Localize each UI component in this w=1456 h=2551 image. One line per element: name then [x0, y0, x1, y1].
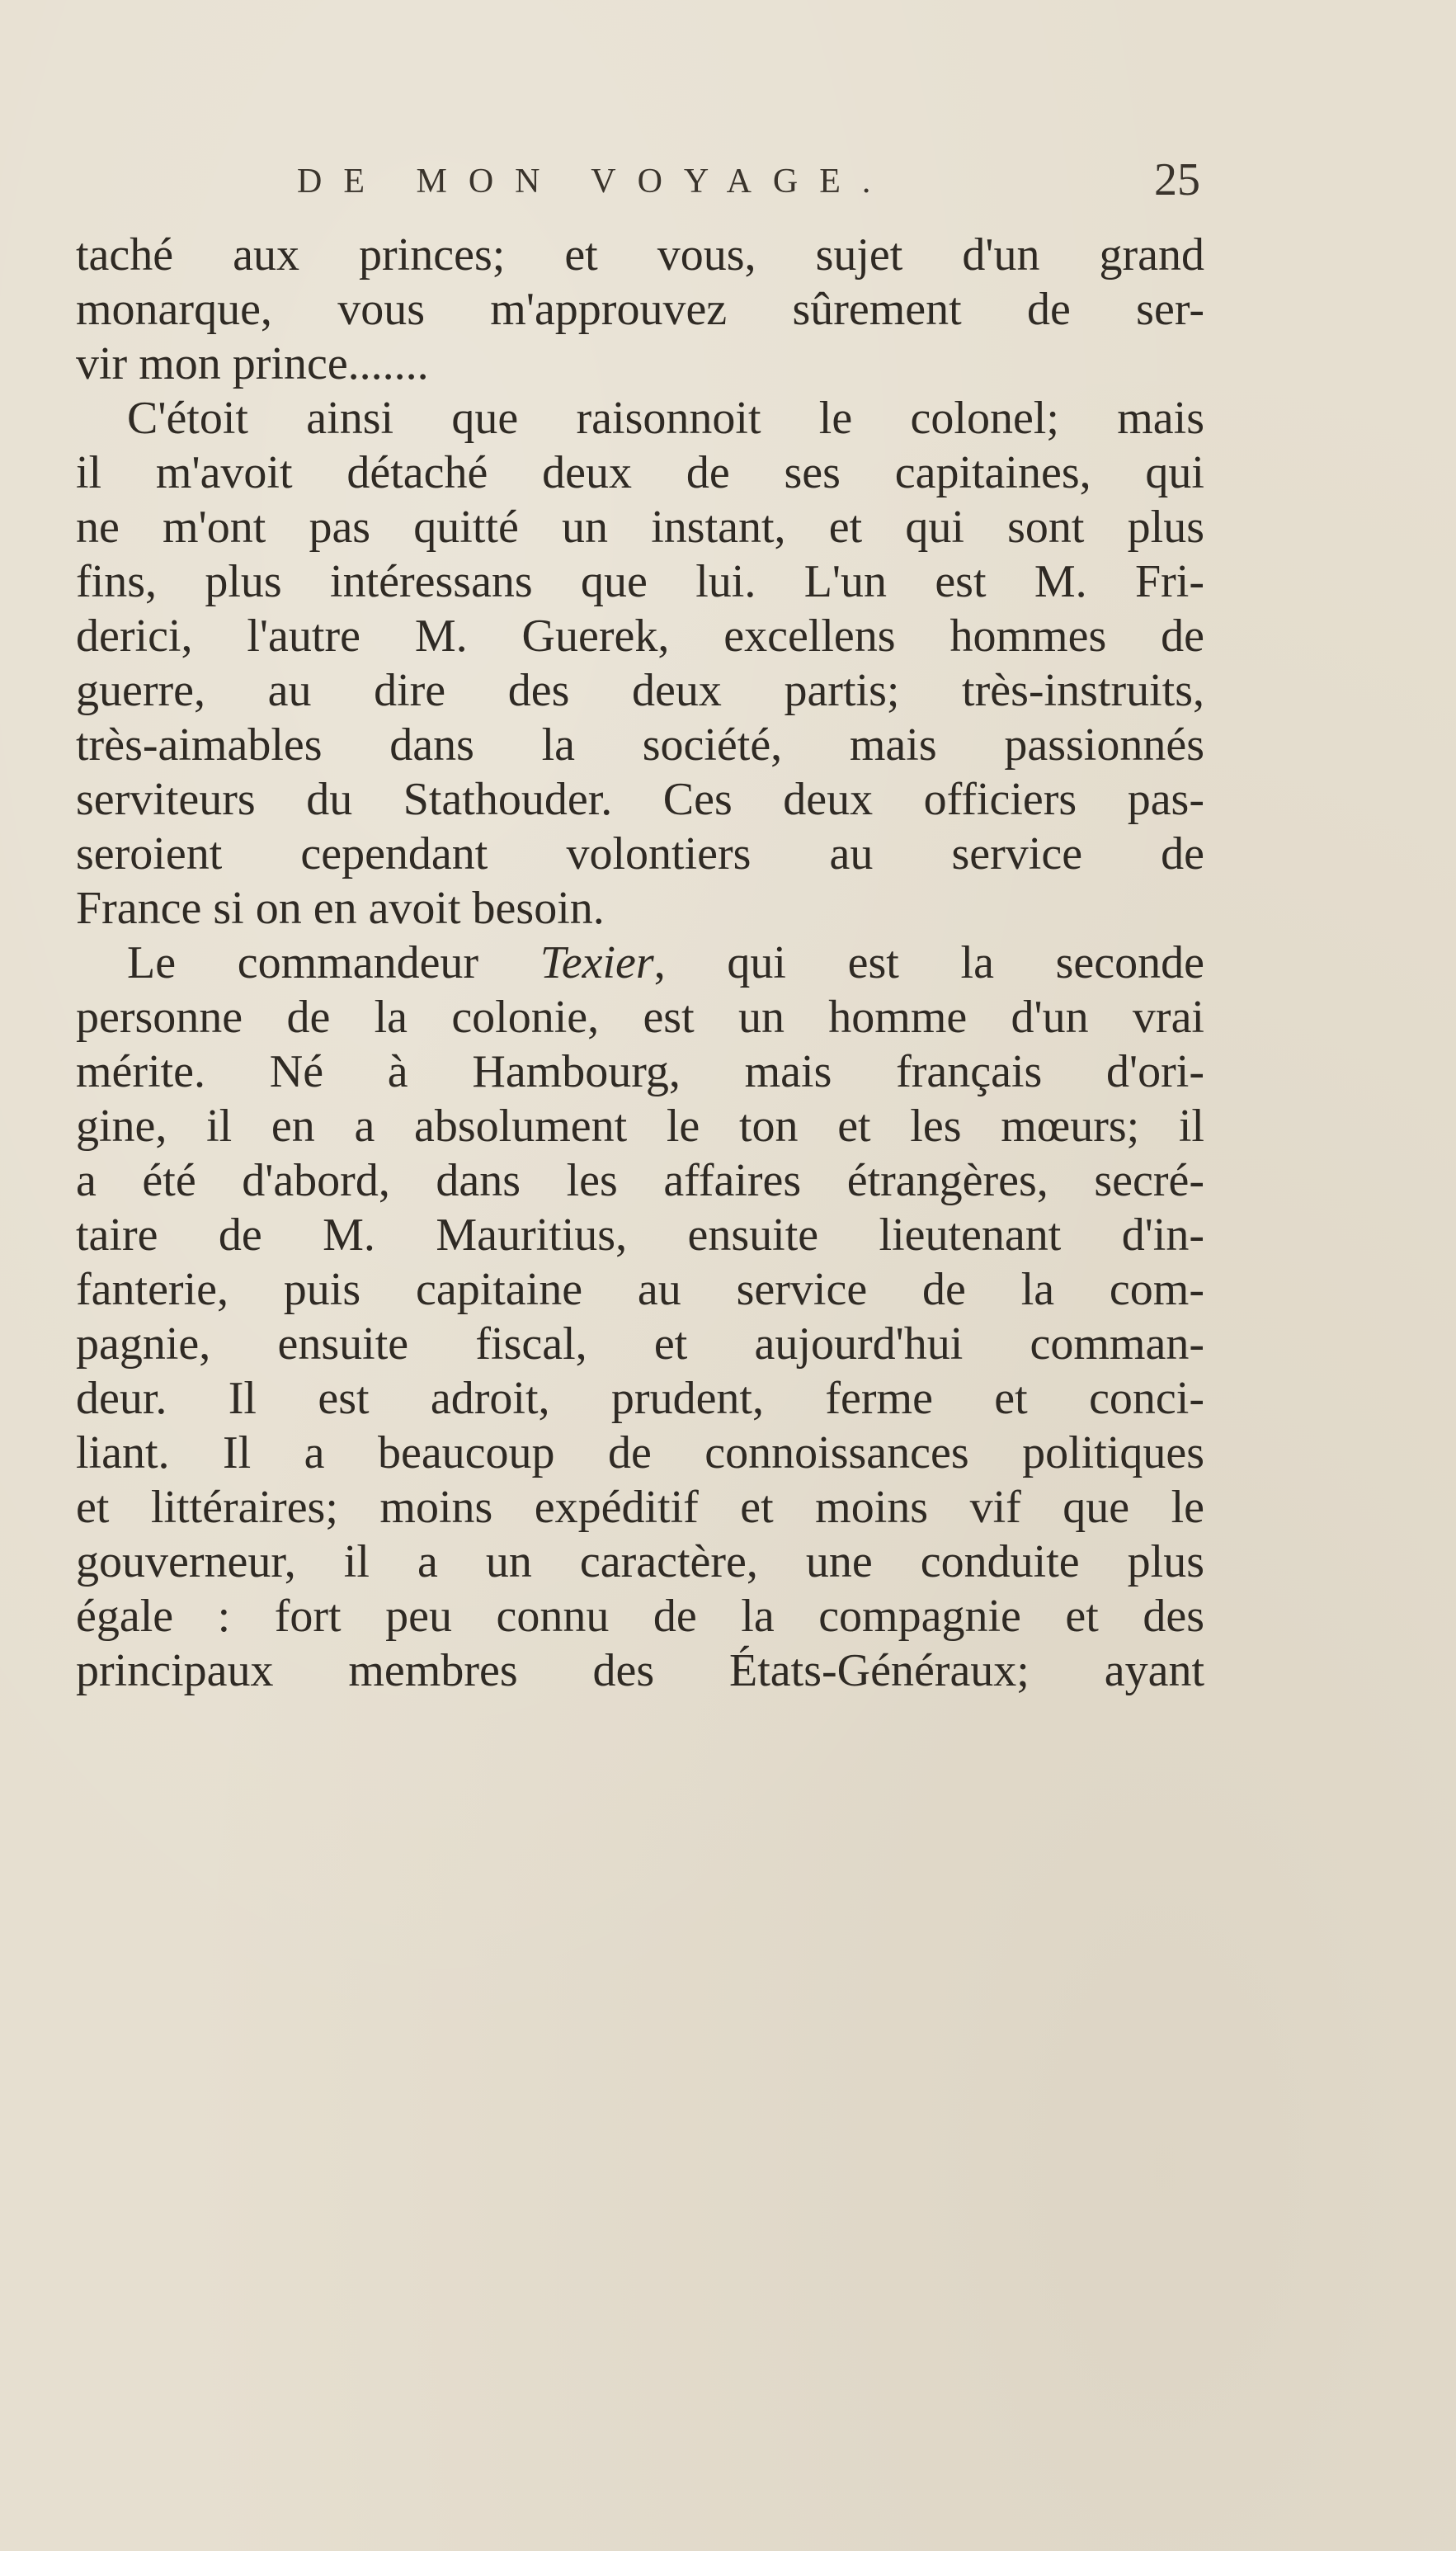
text-line-14: [76, 936, 1204, 990]
text-line-16: mérite. Né à Hambourg, mais français d'ori-: [76, 1046, 1204, 1097]
text-line-25: gouverneur, il a un caractère, une conduite plus: [76, 1536, 1204, 1587]
text-line-10: très-aimables dans la société, mais passionnés: [76, 719, 1204, 771]
text-line-15: personne de la colonie, est un homme d'un vrai: [76, 992, 1204, 1043]
text-line-1: taché aux princes; et vous, sujet d'un grand: [76, 229, 1204, 281]
text-line-8: derici, l'autre M. Guerek, excellens hommes de: [76, 611, 1204, 662]
text-line-19: taire de M. Mauritius, ensuite lieutenant d'in-: [76, 1209, 1204, 1261]
text-line-17: gine, il en a absolument le ton et les mœurs; il: [76, 1101, 1204, 1152]
text-line-2: monarque, vous m'approuvez sûrement de ser-: [76, 284, 1204, 335]
text-line-7: fins, plus intéressans que lui. L'un est M. Fri-: [76, 556, 1204, 607]
text-line-26: égale : fort peu connu de la compagnie et des: [76, 1591, 1204, 1642]
text-line-23: liant. Il a beaucoup de connoissances politiques: [76, 1427, 1204, 1478]
text-line-24: et littéraires; moins expéditif et moins vif que le: [76, 1482, 1204, 1533]
text-line-11: serviteurs du Stathouder. Ces deux officiers pas-: [76, 774, 1204, 825]
text-line-20: fanterie, puis capitaine au service de la com-: [76, 1264, 1204, 1315]
page-number: 25: [1154, 154, 1200, 205]
text-line-12: seroient cependant volontiers au service de: [76, 828, 1204, 879]
text-line-22: deur. Il est adroit, prudent, ferme et conci-: [76, 1373, 1204, 1424]
text-line-13: France si on en avoit besoin.: [76, 883, 605, 934]
text-line-9: guerre, au dire des deux partis; très-instruits,: [76, 665, 1204, 716]
text-line-21: pagnie, ensuite fiscal, et aujourd'hui comman-: [76, 1318, 1204, 1370]
text-line-6: ne m'ont pas quitté un instant, et qui sont plus: [76, 502, 1204, 553]
running-head: DE MON VOYAGE.: [297, 163, 893, 200]
text-line-3: vir mon prince.......: [76, 338, 429, 389]
body-text: [76, 228, 1204, 1698]
text-line-27: principaux membres des États-Généraux; ayant: [76, 1645, 1204, 1696]
text-line-14-before: Le commandeur: [127, 937, 540, 988]
texier-name: Texier: [540, 937, 654, 988]
text-line-14-after: , qui est la seconde: [653, 937, 1204, 988]
text-line-18: a été d'abord, dans les affaires étrangères, secré-: [76, 1155, 1204, 1206]
text-line-4: C'étoit ainsi que raisonnoit le colonel; mais: [127, 393, 1204, 444]
text-line-5: il m'avoit détaché deux de ses capitaines, qui: [76, 447, 1204, 498]
